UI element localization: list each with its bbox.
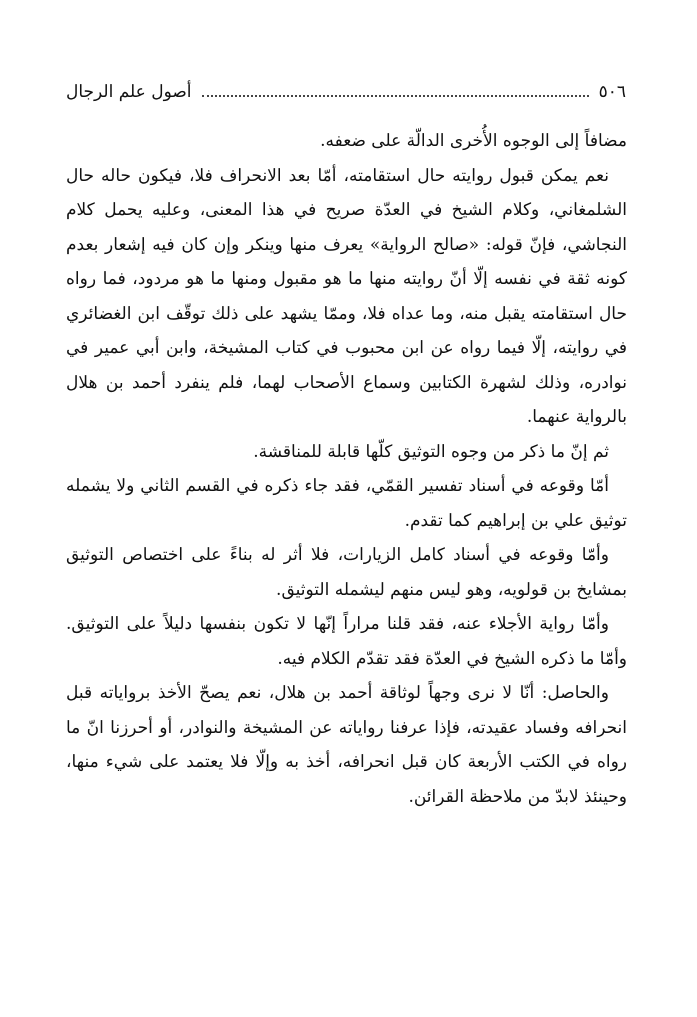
paragraph: ثم إنّ ما ذكر من وجوه التوثيق كلّها قابلة للمناقشة. [253,441,609,462]
page-body [66,124,627,814]
paragraph: أمّا وقوعه في أسناد تفسير القمّي، فقد جاء ذكره في القسم الثاني ولا يشمله توثيق علي بن إبراهيم كما تقدم. [66,476,627,531]
header-leader-dots [202,95,589,97]
paragraph: والحاصل: أنّا لا نرى وجهاً لوثاقة أحمد بن هلال، نعم يصحّ الأخذ برواياته قبل انحرافه وفساد عقيدته، فإذا عرفنا رواياته عن المشيخة والنوادر، أو أحرزنا انّ ما رواه في الكتب الأربعة كان قبل انحرافه، أخذ به وإلّا فلا يعتمد على شيء منها، وحينئذ لابدّ من ملاحظة القرائن. [66,683,627,807]
paragraph: وأمّا رواية الأجلاء عنه، فقد قلنا مراراً إنّها لا تكون بنفسها دليلاً على التوثيق. وأمّا ما ذكره الشيخ في العدّة فقد تقدّم الكلام فيه. [66,614,627,669]
paragraph: مضافاً إلى الوجوه الأُخرى الدالّة على ضعفه. [320,131,627,151]
paragraph: وأمّا وقوعه في أسناد كامل الزيارات، فلا أثر له بناءً على اختصاص التوثيق بمشايخ بن قولويه، وهو ليس منهم ليشمله التوثيق. [66,545,627,600]
page-header [66,78,626,106]
page-number: ٥٠٦ [598,82,626,102]
paragraph: نعم يمكن قبول روايته حال استقامته، أمّا بعد الانحراف فلا، فيكون حاله حال الشلمغاني، وكلام الشيخ في العدّة صريح في هذا المعنى، وعليه يحمل كلام النجاشي، فإنّ قوله: «صالح الرواية» يعرف منها وينكر وإن كان فيه إشعار بعدم كونه ثقة في نفسه إلّا أنّ روايته منها ما هو مقبول ومنها ما هو مردود، فما رواه حال استقامته يقبل منه، وما عداه فلا، وممّا يشهد على ذلك توقّف ابن الغضائري في روايته، إلّا فيما رواه عن ابن محبوب في كتاب المشيخة، وابن أبي عمير في نوادره، وذلك لشهرة الكتابين وسماع الأصحاب لهما، فلم ينفرد أحمد بن هلال بالرواية عنهما. [66,165,627,427]
running-title: أصول علم الرجال [66,82,192,102]
